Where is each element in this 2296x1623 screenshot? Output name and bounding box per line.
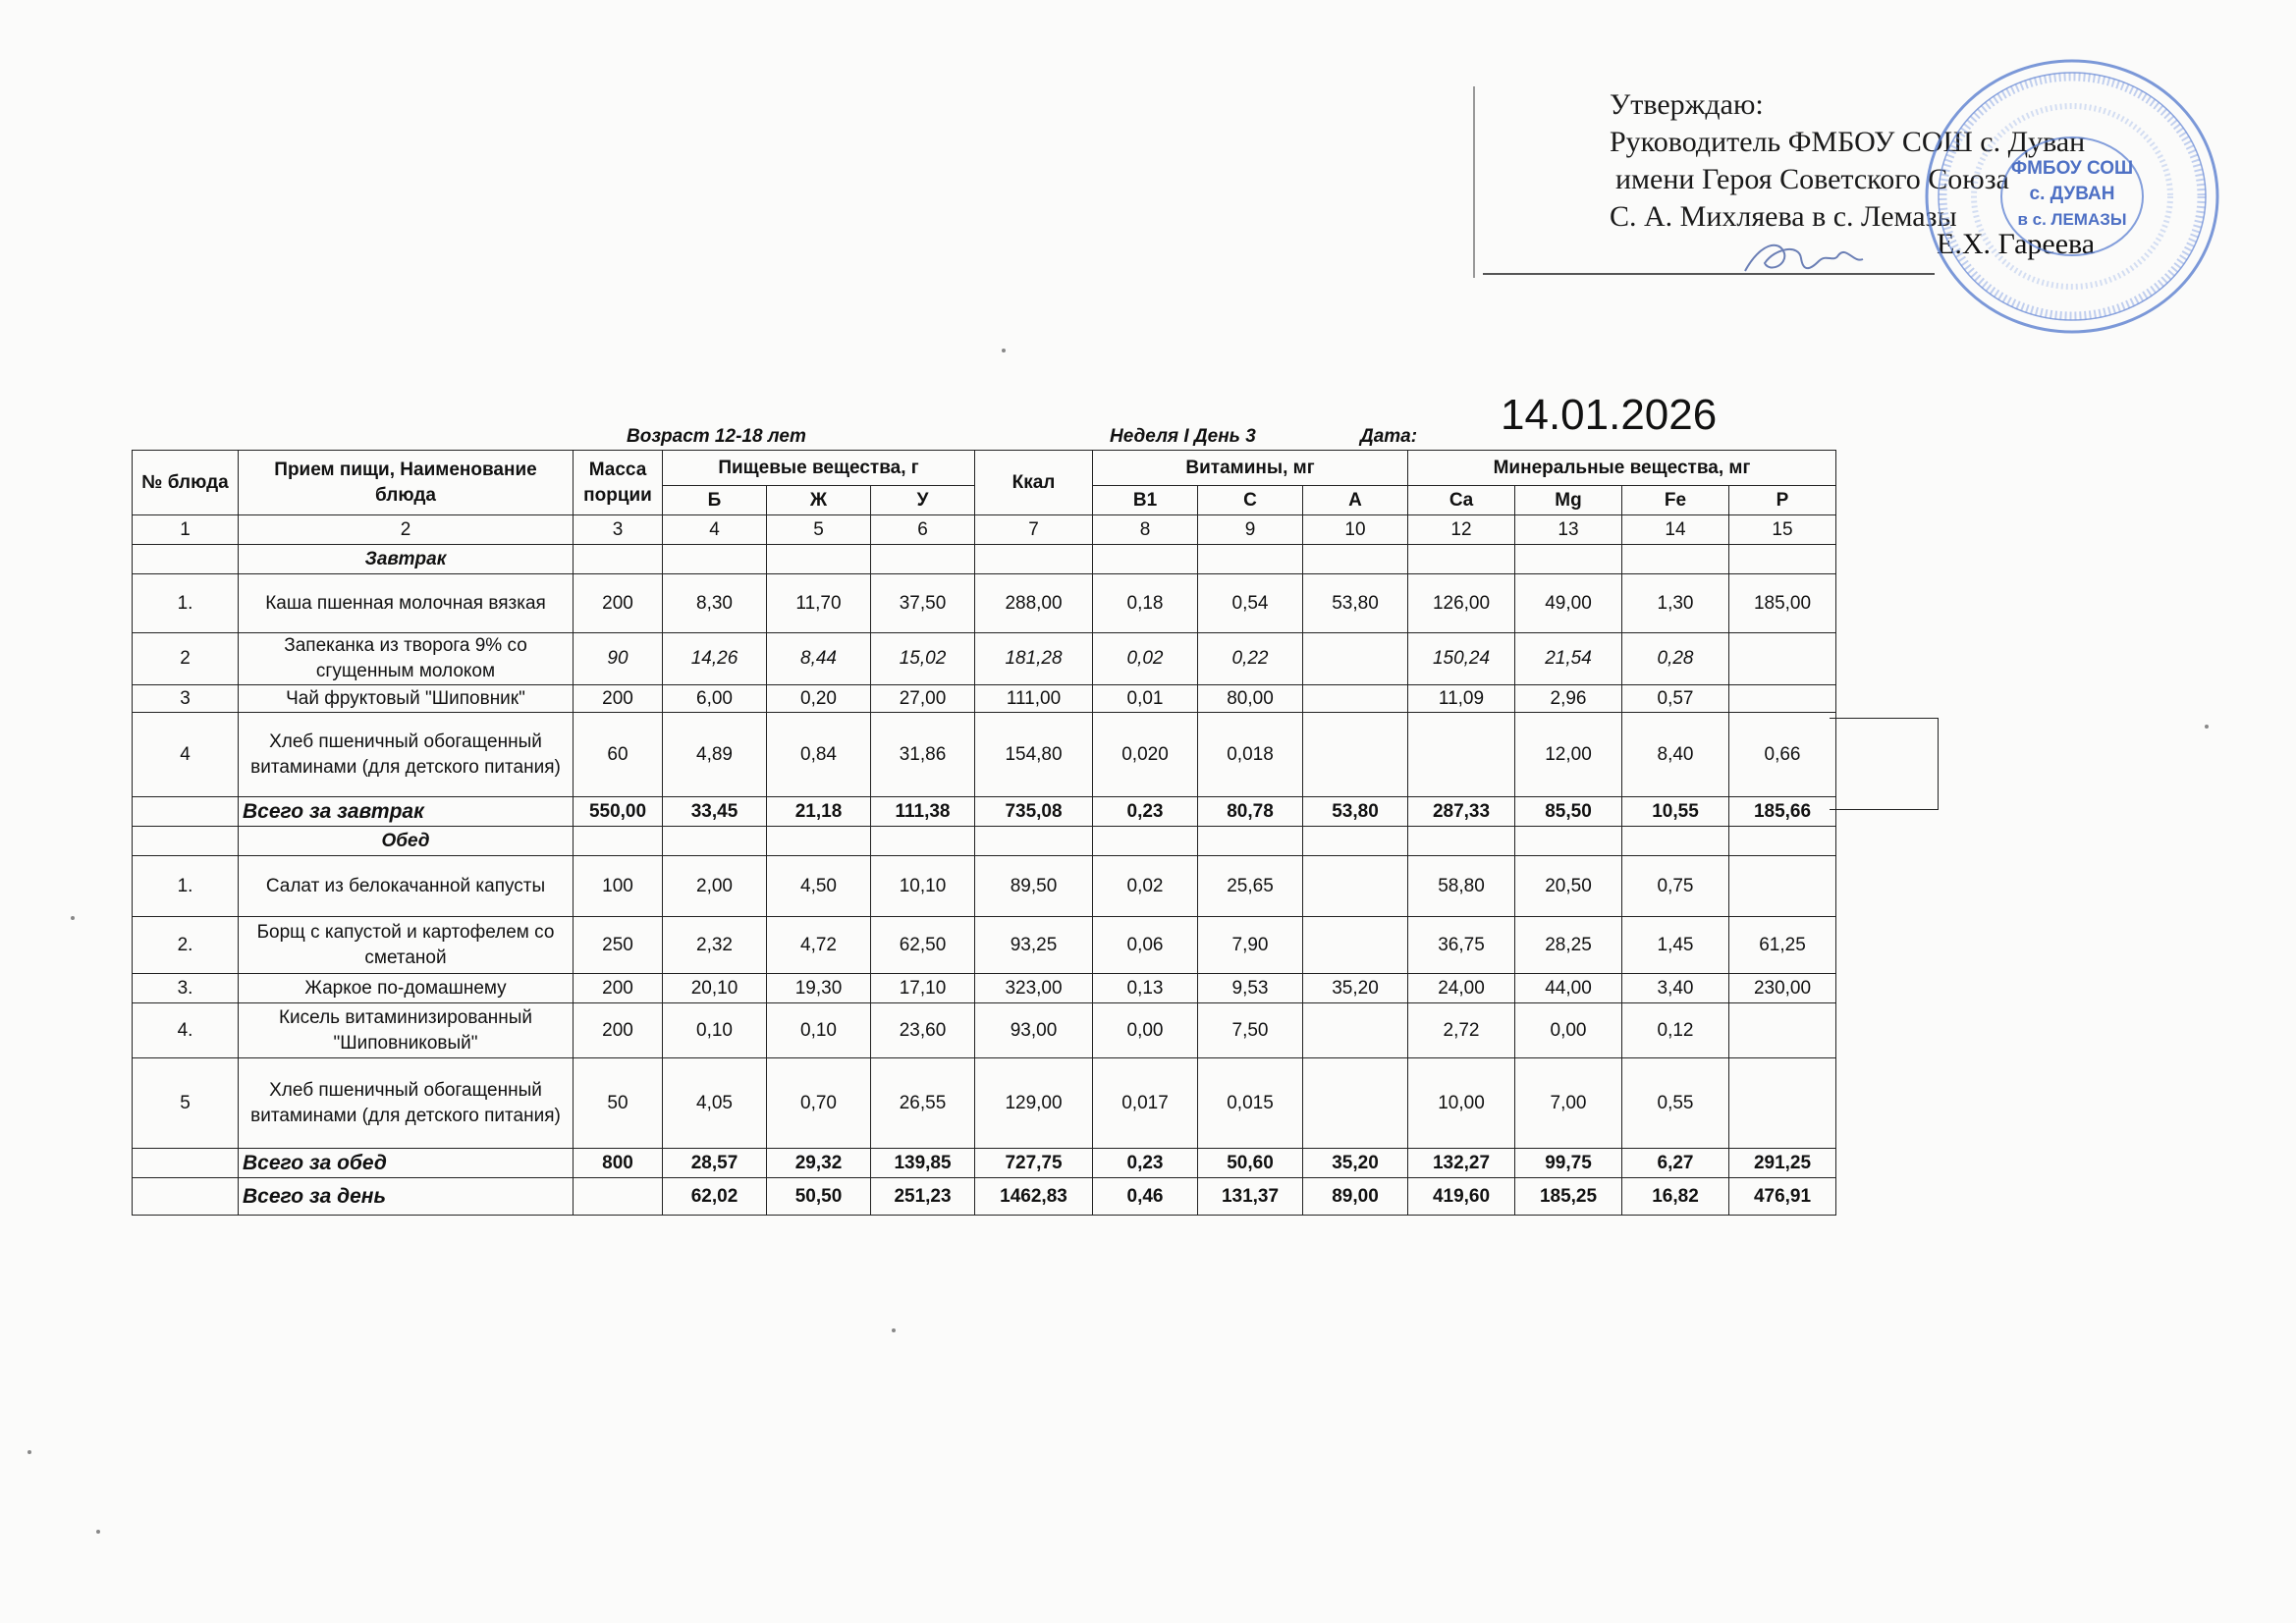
col-num: 13 [1515,515,1622,545]
value-cell: 2,96 [1515,685,1622,713]
value-cell [1729,633,1836,685]
value-cell: 15,02 [871,633,975,685]
section-breakfast: Завтрак [239,545,574,574]
value-cell: 0,20 [767,685,871,713]
value-cell: 50,50 [767,1178,871,1216]
value-cell: 36,75 [1408,917,1515,974]
value-cell: 139,85 [871,1149,975,1178]
week-day-label: Неделя I День 3 [1110,426,1256,447]
total-row-day [133,1178,1836,1216]
value-cell: 49,00 [1515,574,1622,633]
value-cell: 6,27 [1622,1149,1729,1178]
value-cell: 181,28 [975,633,1093,685]
col-num: 12 [1408,515,1515,545]
col-num: 14 [1622,515,1729,545]
value-cell: 90 [574,633,663,685]
col-num: 4 [663,515,767,545]
value-cell: 20,50 [1515,856,1622,917]
value-cell: 35,20 [1303,974,1408,1003]
value-cell: 19,30 [767,974,871,1003]
value-cell [1303,856,1408,917]
value-cell: 50,60 [1198,1149,1303,1178]
value-cell: 12,00 [1515,713,1622,797]
value-cell: 291,25 [1729,1149,1836,1178]
value-cell: 1,45 [1622,917,1729,974]
value-cell: 89,50 [975,856,1093,917]
value-cell: 89,00 [1303,1178,1408,1216]
col-num: 5 [767,515,871,545]
scan-speck [892,1328,896,1332]
value-cell [1729,1003,1836,1058]
value-cell: 8,30 [663,574,767,633]
value-cell: 185,00 [1729,574,1836,633]
value-cell: 129,00 [975,1058,1093,1149]
value-cell: 25,65 [1198,856,1303,917]
value-cell: 0,55 [1622,1058,1729,1149]
date-label: Дата: [1360,426,1418,447]
value-cell [1303,1003,1408,1058]
value-cell: 44,00 [1515,974,1622,1003]
col-num: 10 [1303,515,1408,545]
value-cell: 154,80 [975,713,1093,797]
dish-number: 3 [133,685,239,713]
header-mass: Масса порции [574,451,663,515]
value-cell [1729,856,1836,917]
value-cell: 53,80 [1303,574,1408,633]
value-cell: 111,00 [975,685,1093,713]
value-cell: 21,54 [1515,633,1622,685]
dish-number: 4 [133,713,239,797]
value-cell: 0,01 [1093,685,1198,713]
value-cell: 0,75 [1622,856,1729,917]
value-cell: 251,23 [871,1178,975,1216]
dish-name: Всего за завтрак [239,797,574,827]
value-cell: 24,00 [1408,974,1515,1003]
approval-line-4: С. А. Михляева в с. Лемазы [1610,200,1957,233]
dish-number [133,1178,239,1216]
header-name: Прием пищи, Наименование блюда [239,451,574,515]
value-cell: 0,70 [767,1058,871,1149]
dish-number: 4. [133,1003,239,1058]
value-cell: 230,00 [1729,974,1836,1003]
stamp-seal-icon [1920,54,2224,339]
value-cell: 28,57 [663,1149,767,1178]
value-cell [1303,713,1408,797]
value-cell: 21,18 [767,797,871,827]
value-cell: 35,20 [1303,1149,1408,1178]
value-cell: 150,24 [1408,633,1515,685]
value-cell: 10,00 [1408,1058,1515,1149]
dish-number: 5 [133,1058,239,1149]
value-cell: 0,54 [1198,574,1303,633]
value-cell [1729,685,1836,713]
value-cell: 0,02 [1093,633,1198,685]
value-cell: 288,00 [975,574,1093,633]
table-row [133,1058,1836,1149]
value-cell: 2,32 [663,917,767,974]
value-cell: 132,27 [1408,1149,1515,1178]
value-cell: 8,44 [767,633,871,685]
value-cell [1303,1058,1408,1149]
value-cell: 131,37 [1198,1178,1303,1216]
header-b1: B1 [1093,486,1198,515]
approval-line-2: Руководитель ФМБОУ СОШ с. Дуван [1610,126,2086,158]
value-cell: 33,45 [663,797,767,827]
dish-number [133,1149,239,1178]
value-cell: 0,017 [1093,1058,1198,1149]
value-cell: 93,25 [975,917,1093,974]
col-num: 1 [133,515,239,545]
value-cell: 0,06 [1093,917,1198,974]
dish-name: Запеканка из творога 9% со сгущенным молоком [239,633,574,685]
table-row [133,856,1836,917]
header-kcal: Ккал [975,451,1093,515]
col-num: 8 [1093,515,1198,545]
value-cell: 11,09 [1408,685,1515,713]
value-cell: 10,55 [1622,797,1729,827]
value-cell: 200 [574,974,663,1003]
col-num: 15 [1729,515,1836,545]
value-cell: 0,12 [1622,1003,1729,1058]
menu-table [132,450,1836,1216]
value-cell: 727,75 [975,1149,1093,1178]
svg-text:с. ДУВАН: с. ДУВАН [2029,184,2115,204]
value-cell: 0,015 [1198,1058,1303,1149]
value-cell: 10,10 [871,856,975,917]
value-cell: 62,02 [663,1178,767,1216]
value-cell: 53,80 [1303,797,1408,827]
value-cell: 0,018 [1198,713,1303,797]
col-num: 2 [239,515,574,545]
value-cell: 23,60 [871,1003,975,1058]
total-row-lunch [133,1149,1836,1178]
value-cell: 85,50 [1515,797,1622,827]
value-cell: 4,72 [767,917,871,974]
value-cell [1303,633,1408,685]
header-c: C [1198,486,1303,515]
value-cell: 0,02 [1093,856,1198,917]
scan-speck [2205,725,2209,729]
table-row [133,974,1836,1003]
value-cell: 0,00 [1515,1003,1622,1058]
value-cell: 100 [574,856,663,917]
value-cell: 1462,83 [975,1178,1093,1216]
value-cell: 800 [574,1149,663,1178]
header-b: Б [663,486,767,515]
header-p: P [1729,486,1836,515]
dish-number: 1. [133,574,239,633]
header-fe: Fe [1622,486,1729,515]
value-cell: 7,50 [1198,1003,1303,1058]
dish-number: 3. [133,974,239,1003]
header-u: У [871,486,975,515]
col-num: 7 [975,515,1093,545]
header-a: A [1303,486,1408,515]
scan-speck [27,1450,31,1454]
value-cell: 419,60 [1408,1178,1515,1216]
table-row [133,1003,1836,1058]
dish-number: 1. [133,856,239,917]
header-ca: Ca [1408,486,1515,515]
value-cell: 27,00 [871,685,975,713]
approval-line-3: имени Героя Советского Союза [1615,163,2009,195]
value-cell: 50 [574,1058,663,1149]
svg-text:в с. ЛЕМАЗЫ: в с. ЛЕМАЗЫ [2017,210,2127,229]
value-cell: 60 [574,713,663,797]
value-cell: 8,40 [1622,713,1729,797]
value-cell: 3,40 [1622,974,1729,1003]
value-cell: 550,00 [574,797,663,827]
value-cell: 20,10 [663,974,767,1003]
date-value: 14.01.2026 [1501,391,1718,439]
value-cell: 185,25 [1515,1178,1622,1216]
value-cell: 200 [574,685,663,713]
value-cell: 126,00 [1408,574,1515,633]
table-row [133,633,1836,685]
value-cell: 62,50 [871,917,975,974]
section-lunch: Обед [239,827,574,856]
dish-name: Всего за обед [239,1149,574,1178]
value-cell [1729,1058,1836,1149]
value-cell: 0,46 [1093,1178,1198,1216]
dish-name: Жаркое по-домашнему [239,974,574,1003]
dish-name: Кисель витаминизированный "Шиповниковый" [239,1003,574,1058]
value-cell: 0,57 [1622,685,1729,713]
table-row [133,917,1836,974]
section-row-breakfast [133,545,1836,574]
dish-number: 2. [133,917,239,974]
scan-speck [96,1530,100,1534]
value-cell: 111,38 [871,797,975,827]
approval-line-1: Утверждаю: [1610,88,1764,121]
value-cell: 4,89 [663,713,767,797]
value-cell: 9,53 [1198,974,1303,1003]
value-cell: 11,70 [767,574,871,633]
value-cell: 0,28 [1622,633,1729,685]
value-cell [1408,713,1515,797]
header-mg: Mg [1515,486,1622,515]
age-label: Возраст 12-18 лет [627,426,806,447]
value-cell: 17,10 [871,974,975,1003]
header-num: № блюда [133,451,239,515]
value-cell: 250 [574,917,663,974]
header-row-1 [133,451,1836,486]
signature-icon [1740,234,1868,283]
value-cell: 14,26 [663,633,767,685]
value-cell: 200 [574,1003,663,1058]
value-cell: 31,86 [871,713,975,797]
scan-speck [71,916,75,920]
value-cell [574,1178,663,1216]
value-cell: 323,00 [975,974,1093,1003]
header-vitamins: Витамины, мг [1093,451,1408,486]
section-row-lunch [133,827,1836,856]
scan-speck [1002,349,1006,352]
value-cell: 0,020 [1093,713,1198,797]
header-zh: Ж [767,486,871,515]
dish-name: Хлеб пшеничный обогащенный витаминами (для детского питания) [239,1058,574,1149]
value-cell: 6,00 [663,685,767,713]
total-row-breakfast [133,797,1836,827]
value-cell: 476,91 [1729,1178,1836,1216]
dish-name: Хлеб пшеничный обогащенный витаминами (для детского питания) [239,713,574,797]
value-cell: 287,33 [1408,797,1515,827]
value-cell: 80,00 [1198,685,1303,713]
col-num: 6 [871,515,975,545]
value-cell: 0,10 [663,1003,767,1058]
value-cell: 16,82 [1622,1178,1729,1216]
column-numbers-row [133,515,1836,545]
value-cell: 28,25 [1515,917,1622,974]
value-cell: 1,30 [1622,574,1729,633]
value-cell: 80,78 [1198,797,1303,827]
table-row [133,574,1836,633]
value-cell: 0,23 [1093,1149,1198,1178]
table-row [133,685,1836,713]
dish-name: Всего за день [239,1178,574,1216]
header-minerals: Минеральные вещества, мг [1408,451,1836,486]
dish-name: Салат из белокачанной капусты [239,856,574,917]
director-name: Е.Х. Гареева [1937,228,2096,260]
value-cell: 0,22 [1198,633,1303,685]
value-cell: 0,18 [1093,574,1198,633]
value-cell: 0,23 [1093,797,1198,827]
dish-number [133,797,239,827]
dish-name: Каша пшенная молочная вязкая [239,574,574,633]
table-overflow-cell [1830,718,1939,810]
dish-name: Борщ с капустой и картофелем со сметаной [239,917,574,974]
col-num: 9 [1198,515,1303,545]
value-cell: 29,32 [767,1149,871,1178]
value-cell [1303,917,1408,974]
dish-name: Чай фруктовый "Шиповник" [239,685,574,713]
value-cell: 4,05 [663,1058,767,1149]
header-nutrients: Пищевые вещества, г [663,451,975,486]
value-cell: 7,00 [1515,1058,1622,1149]
value-cell: 2,00 [663,856,767,917]
value-cell: 37,50 [871,574,975,633]
value-cell: 2,72 [1408,1003,1515,1058]
col-num: 3 [574,515,663,545]
value-cell: 0,13 [1093,974,1198,1003]
value-cell: 0,66 [1729,713,1836,797]
table-row [133,713,1836,797]
value-cell: 0,00 [1093,1003,1198,1058]
value-cell: 200 [574,574,663,633]
value-cell: 26,55 [871,1058,975,1149]
value-cell: 7,90 [1198,917,1303,974]
value-cell: 99,75 [1515,1149,1622,1178]
value-cell: 185,66 [1729,797,1836,827]
value-cell: 61,25 [1729,917,1836,974]
value-cell [1303,685,1408,713]
dish-number: 2 [133,633,239,685]
value-cell: 0,10 [767,1003,871,1058]
value-cell: 93,00 [975,1003,1093,1058]
value-cell: 58,80 [1408,856,1515,917]
value-cell: 735,08 [975,797,1093,827]
value-cell: 4,50 [767,856,871,917]
svg-text:ФМБОУ СОШ: ФМБОУ СОШ [2010,158,2134,179]
value-cell: 0,84 [767,713,871,797]
